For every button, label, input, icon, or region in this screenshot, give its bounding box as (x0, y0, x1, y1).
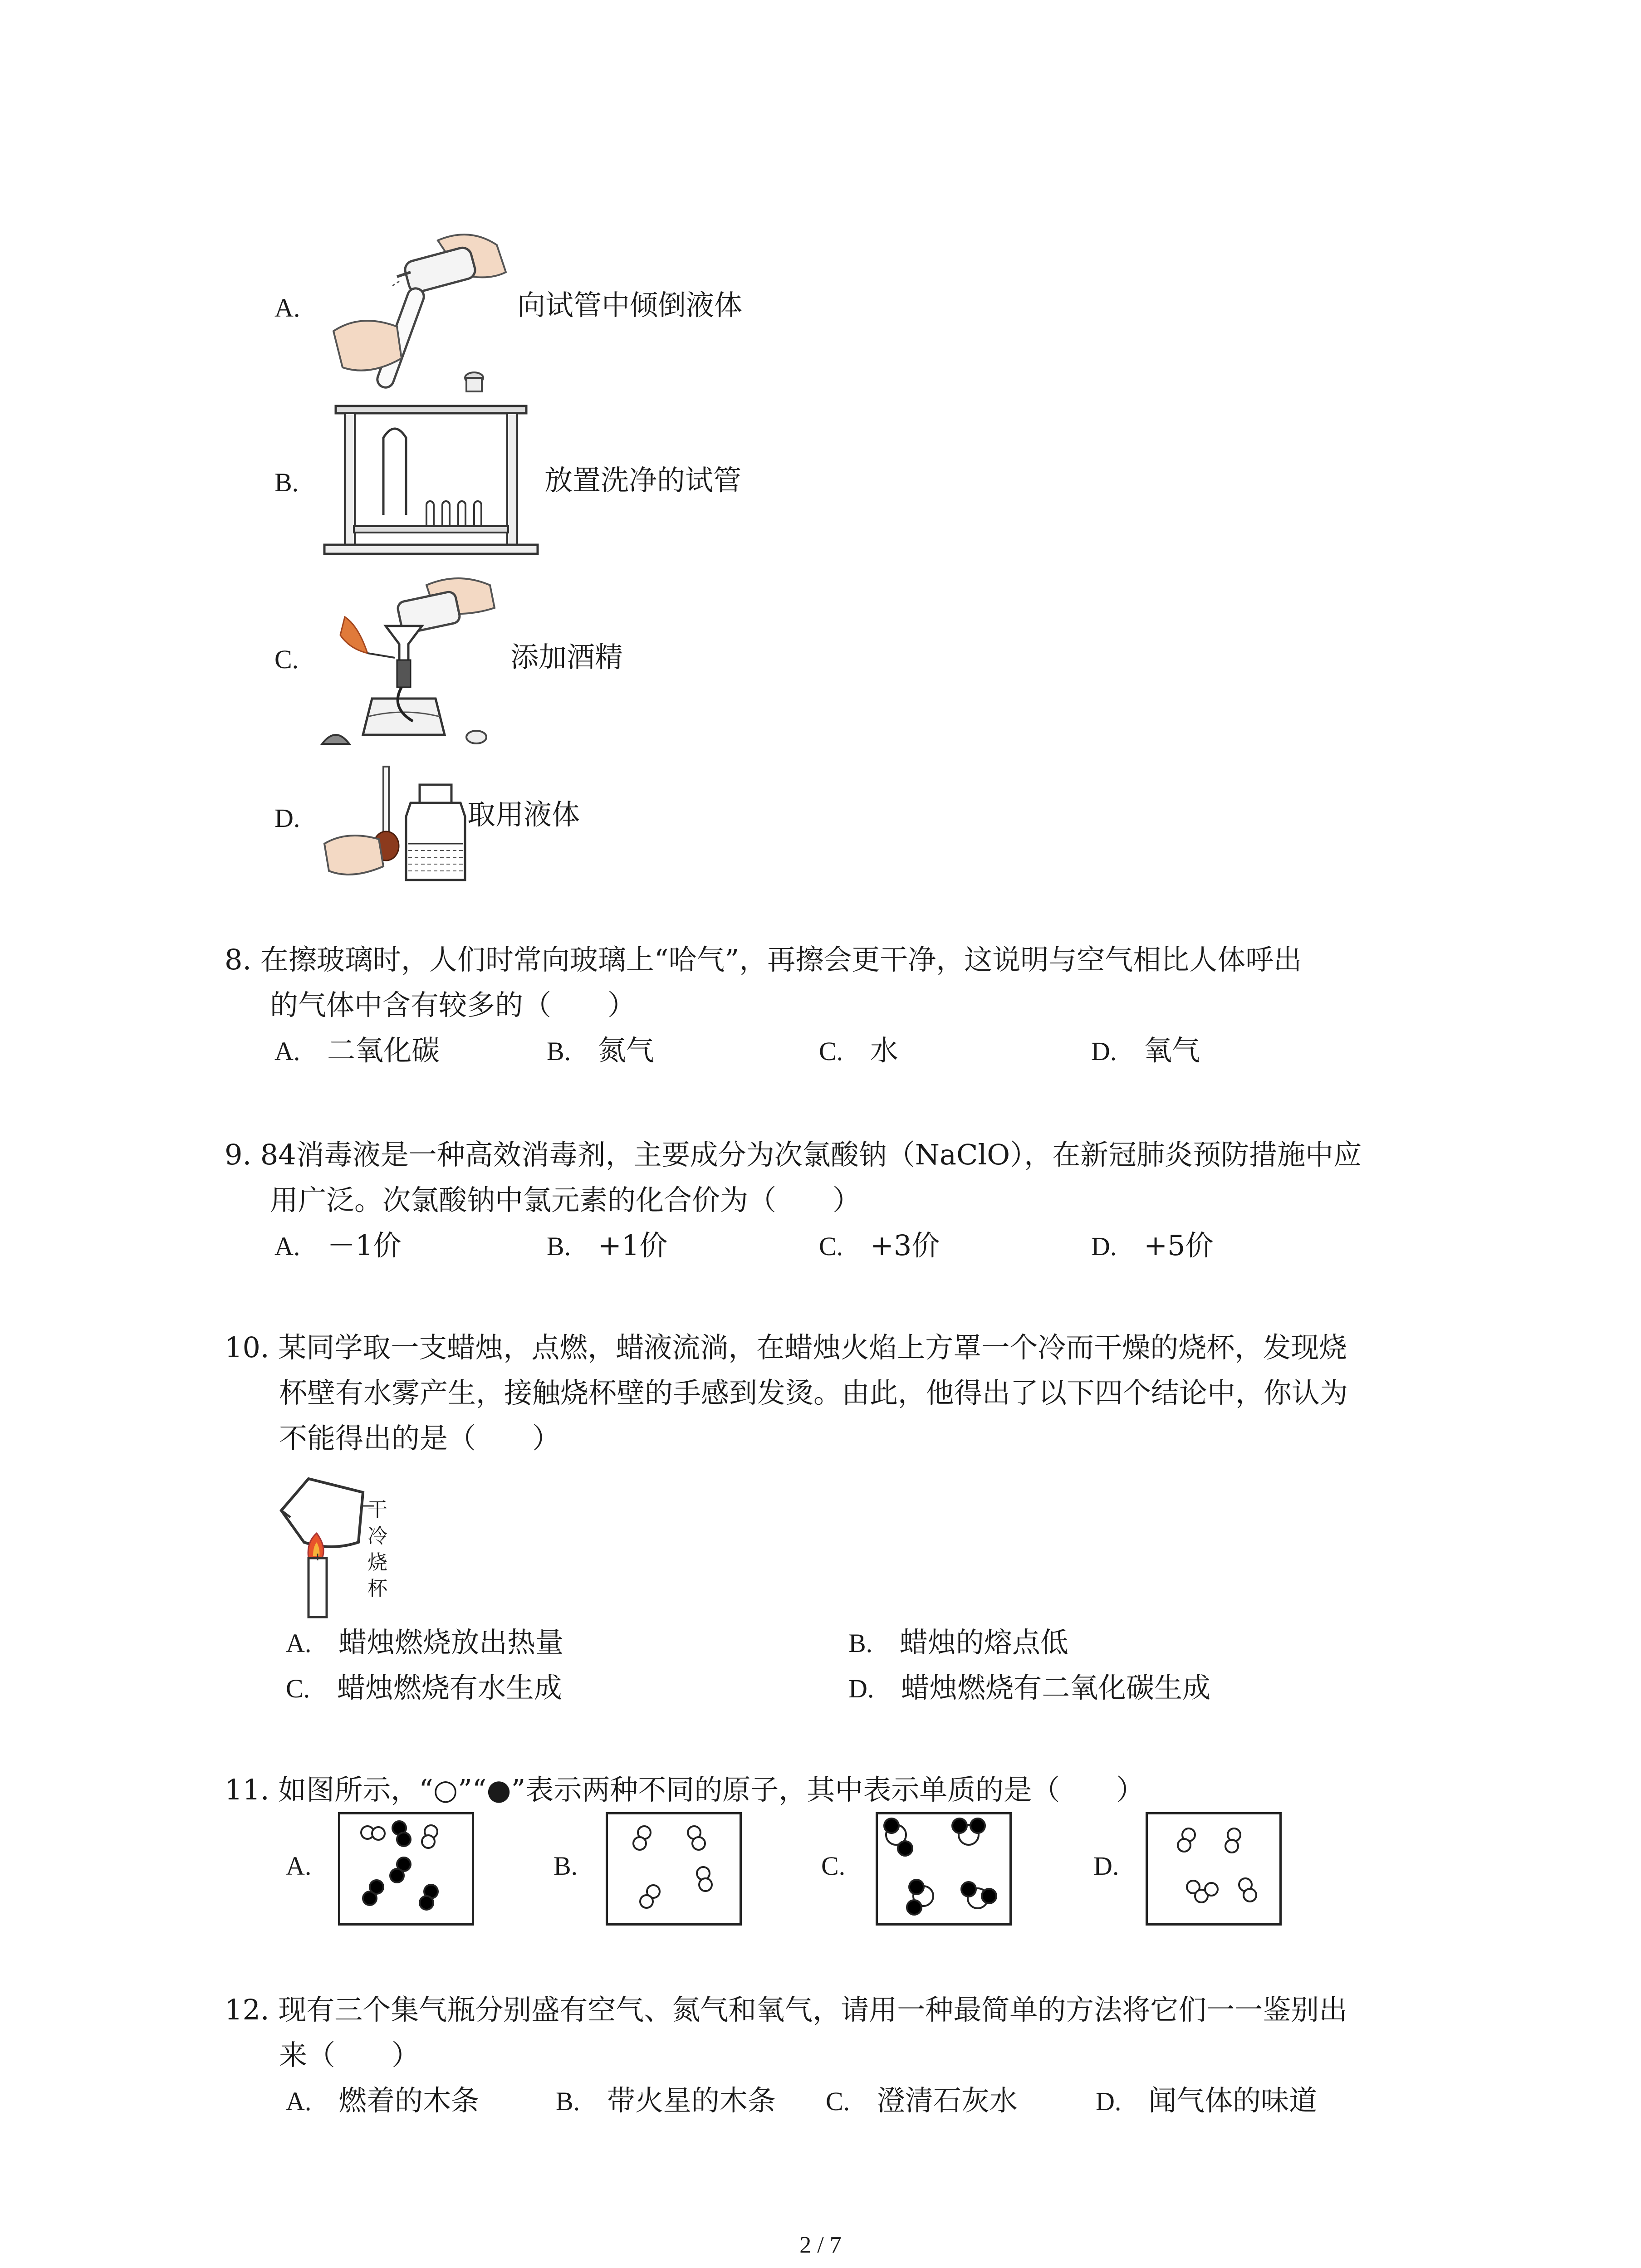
q8-option-b (547, 1036, 654, 1065)
q10-stem-line1: 10. 某同学取一支蜡烛，点燃，蜡液流淌，在蜡烛火焰上方罩一个冷而干燥的烧杯，发现烧 (225, 1331, 1347, 1364)
q12-option-b-letter: B. (556, 2087, 580, 2116)
q10-option-d-letter: D. (848, 1674, 874, 1703)
q11-option-a-particles (340, 1814, 472, 1923)
q12-option-b (556, 2084, 776, 2117)
q9-stem-line1: 9. 84消毒液是一种高效消毒剂，主要成分为次氯酸钠（NaClO），在新冠肺炎预防措施中应 (225, 1138, 1362, 1171)
q12-option-d (1096, 2084, 1318, 2117)
q9-option-b-text: +1价 (598, 1229, 668, 1262)
q8-option-a (274, 1036, 440, 1065)
q9-option-d-letter: D. (1091, 1232, 1117, 1261)
q10-option-a-letter: A. (286, 1628, 312, 1658)
q11-option-b-letter: B. (554, 1851, 578, 1881)
q7-option-b-letter: B. (274, 468, 299, 497)
q10-option-d-text: 蜡烛燃烧有二氧化碳生成 (901, 1671, 1211, 1704)
q11-option-c-letter: C. (821, 1851, 846, 1881)
q8-option-d-text: 氧气 (1144, 1034, 1200, 1067)
dropper-liquid-illustration (320, 767, 470, 885)
q10-option-d (848, 1671, 1211, 1704)
q10-option-c-letter: C. (286, 1674, 310, 1703)
q8-option-b-letter: B. (547, 1036, 571, 1066)
q11-option-a-box (338, 1812, 474, 1926)
q9-option-a (274, 1229, 402, 1262)
q10-option-b (848, 1628, 1068, 1657)
q10-option-a-text: 蜡烛燃烧放出热量 (338, 1626, 564, 1659)
q7-option-a-caption: 向试管中倾倒液体 (517, 288, 743, 322)
q10-option-b-letter: B. (848, 1628, 873, 1658)
adding-alcohol-illustration (322, 572, 504, 753)
q10-option-c (286, 1671, 562, 1704)
q12-option-a-letter: A. (286, 2087, 312, 2116)
q9-option-c (819, 1229, 940, 1262)
q9-option-c-letter: C. (819, 1232, 843, 1261)
q9-option-c-text: +3价 (870, 1229, 940, 1262)
q12-option-c-letter: C. (826, 2087, 850, 2116)
q11-option-d-particles (1148, 1814, 1279, 1923)
q11-option-c-box (876, 1812, 1012, 1926)
q11-option-c-particles (878, 1814, 1009, 1923)
q12-option-a (286, 2084, 480, 2117)
q10-figure-label-4: 杯 (367, 1577, 387, 1600)
q7-option-d-letter: D. (274, 803, 300, 833)
q8-stem-line1: 8. 在擦玻璃时，人们时常向玻璃上“哈气”，再擦会更干净，这说明与空气相比人体呼出 (225, 943, 1302, 976)
q9-option-a-letter: A. (274, 1232, 300, 1261)
q12-option-d-letter: D. (1096, 2087, 1122, 2116)
q10-figure-label-3: 烧 (367, 1551, 387, 1574)
q9-option-d (1091, 1229, 1214, 1262)
q8-option-a-letter: A. (274, 1036, 300, 1066)
q9-stem-line2: 用广泛。次氯酸钠中氯元素的化合价为（ ） (270, 1183, 861, 1217)
q10-option-a (286, 1628, 563, 1657)
q12-stem-line2: 来（ ） (279, 2038, 420, 2072)
q7-option-b-caption: 放置洗净的试管 (544, 464, 742, 497)
q10-stem-line2: 杯壁有水雾产生，接触烧杯壁的手感到发烫。由此，他得出了以下四个结论中，你认为 (279, 1376, 1348, 1409)
q7-option-a-letter: A. (274, 293, 300, 323)
q12-stem-line1: 12. 现有三个集气瓶分别盛有空气、氮气和氧气，请用一种最简单的方法将它们一一鉴别出 (225, 1993, 1347, 2026)
page-number: 2 / 7 (799, 2232, 842, 2258)
q11-option-b-particles (608, 1814, 740, 1923)
q7-option-c-caption: 添加酒精 (510, 640, 623, 674)
q11-option-d-box (1146, 1812, 1282, 1926)
q11-option-a-letter: A. (286, 1851, 312, 1881)
q10-stem-line3: 不能得出的是（ ） (279, 1422, 561, 1455)
q8-option-b-text: 氮气 (598, 1034, 654, 1067)
q10-option-b-text: 蜡烛的熔点低 (899, 1626, 1068, 1659)
q10-figure-label-2: 冷 (367, 1525, 387, 1548)
q7-option-d-caption: 取用液体 (467, 798, 580, 831)
q8-stem-line2: 的气体中含有较多的（ ） (270, 988, 636, 1022)
q12-option-d-text: 闻气体的味道 (1148, 2084, 1318, 2117)
q11-stem-line1: 11. 如图所示，“○”“●”表示两种不同的原子，其中表示单质的是（ ） (225, 1773, 1145, 1806)
q12-option-b-text: 带火星的木条 (607, 2084, 776, 2117)
q8-option-d-letter: D. (1091, 1036, 1117, 1066)
q11-option-b-box (606, 1812, 742, 1926)
q11-option-d-letter: D. (1093, 1851, 1119, 1881)
q12-option-c-text: 澄清石灰水 (877, 2084, 1018, 2117)
q7-option-c-letter: C. (274, 645, 299, 674)
q8-option-d (1091, 1036, 1200, 1065)
q8-option-c (819, 1036, 898, 1065)
q9-option-b (547, 1229, 668, 1262)
q9-option-b-letter: B. (547, 1232, 571, 1261)
candle-beaker-illustration (272, 1474, 417, 1619)
q8-option-c-letter: C. (819, 1036, 843, 1066)
q9-option-a-text: －1价 (327, 1229, 402, 1262)
q12-option-a-text: 燃着的木条 (338, 2084, 480, 2117)
q9-option-d-text: +5价 (1144, 1229, 1214, 1262)
q10-figure-label-1: 干 (367, 1498, 387, 1521)
q8-option-c-text: 水 (870, 1034, 898, 1067)
test-tube-rack-illustration (322, 370, 540, 565)
q10-option-c-text: 蜡烛燃烧有水生成 (337, 1671, 562, 1704)
q8-option-a-text: 二氧化碳 (327, 1034, 440, 1067)
q10-figure-label (367, 1497, 387, 1602)
q12-option-c (826, 2084, 1018, 2117)
